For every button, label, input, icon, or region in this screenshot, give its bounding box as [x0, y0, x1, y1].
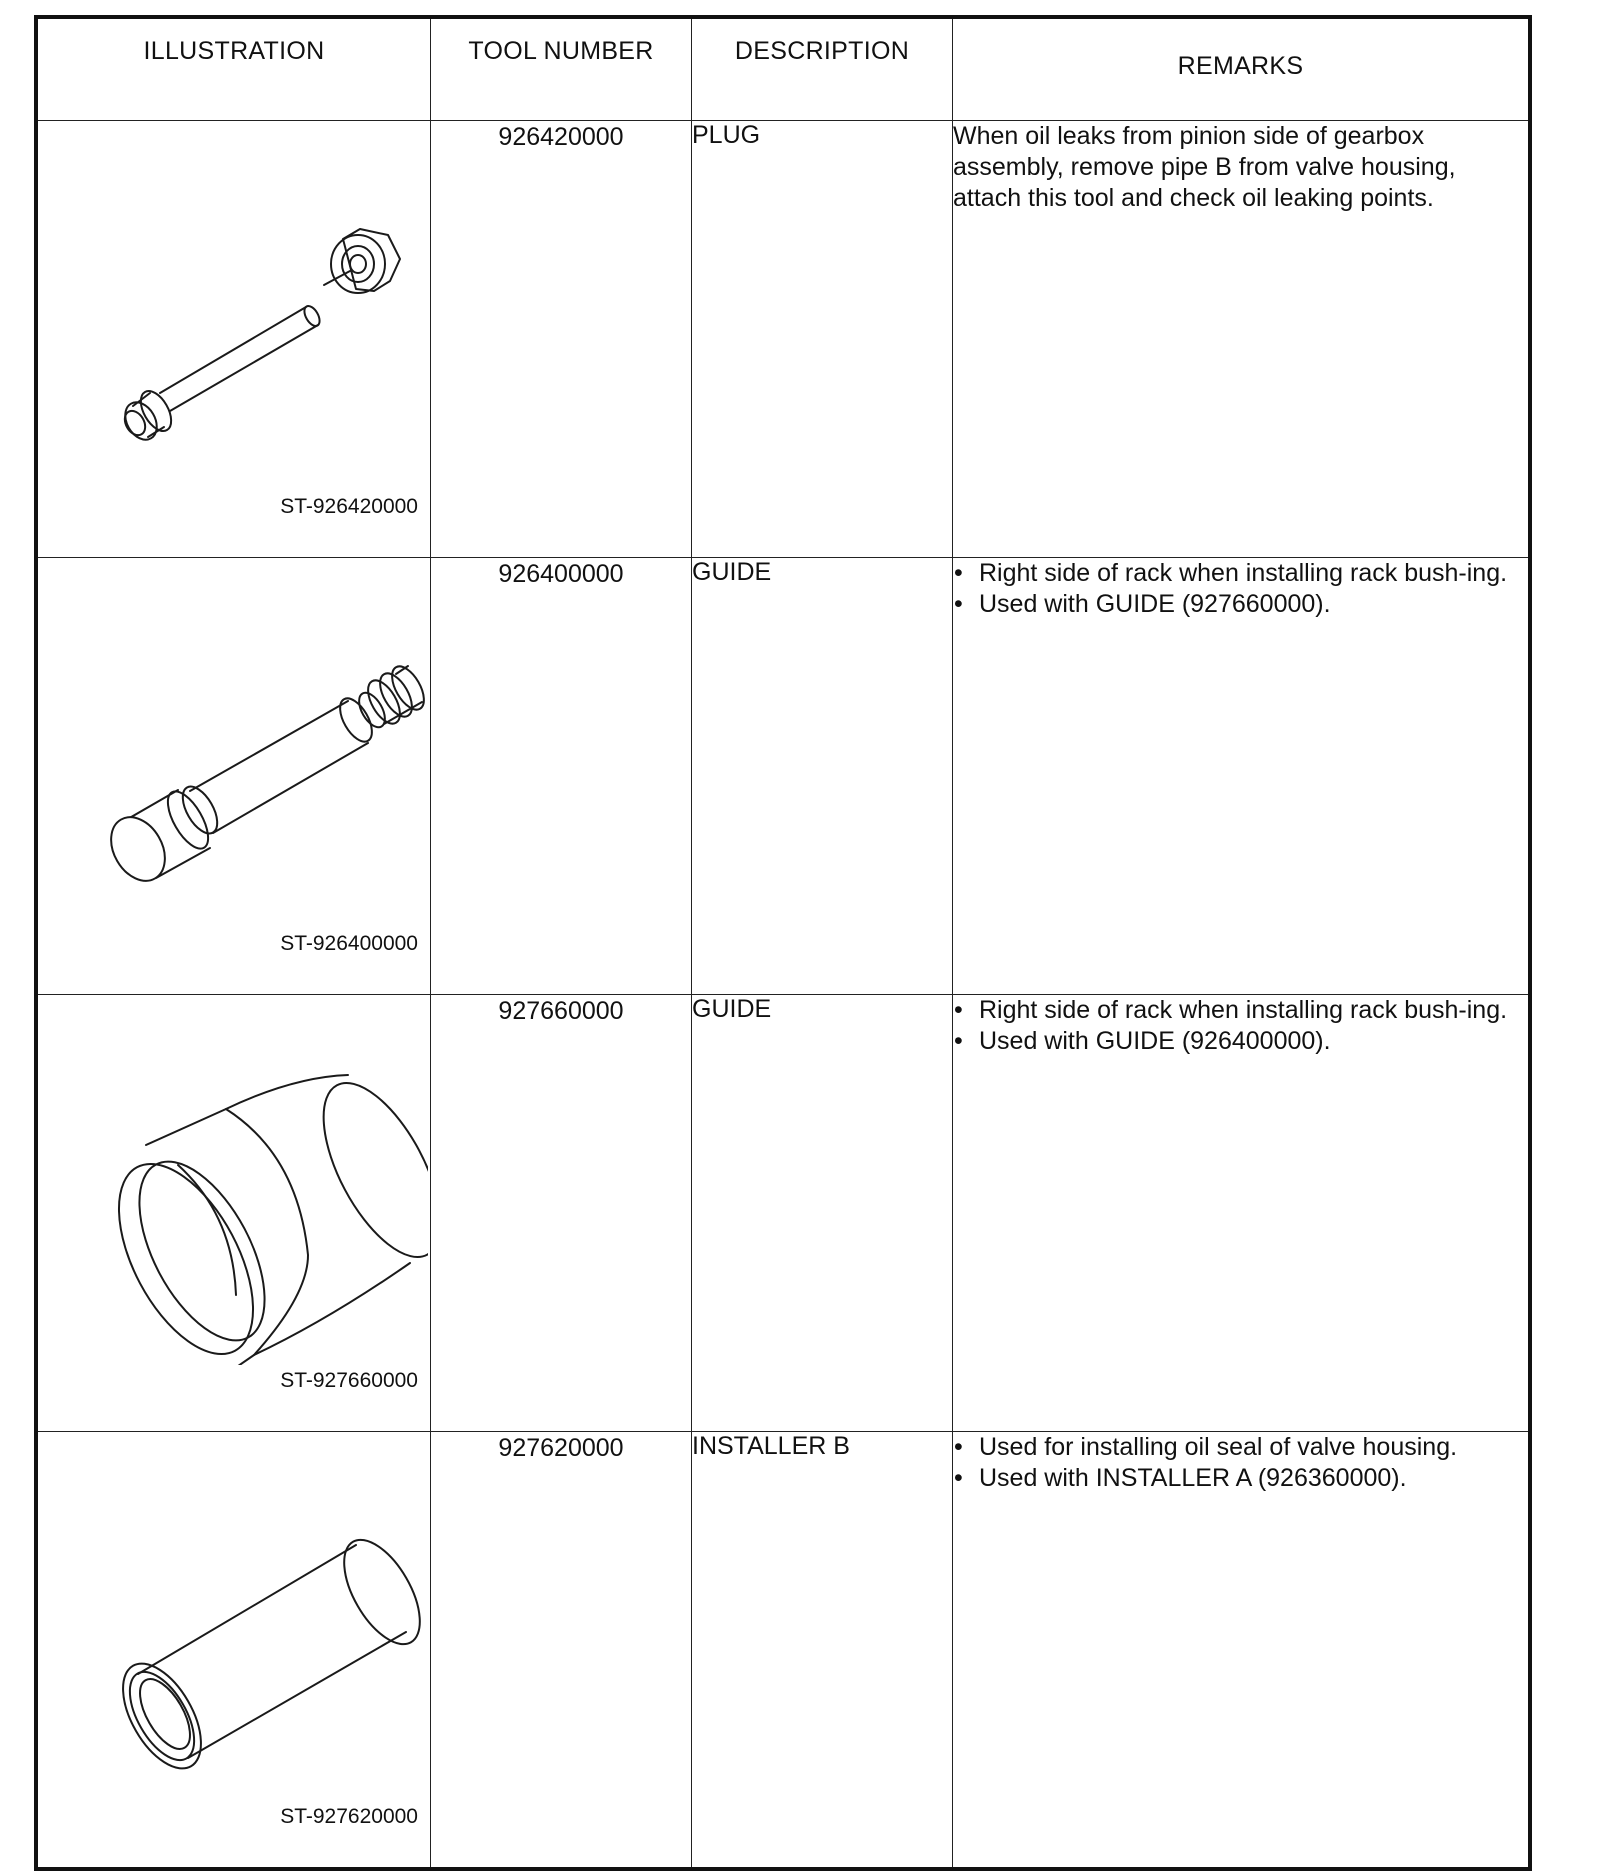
- tool-number-cell: [431, 1432, 692, 1869]
- plug-tool-icon: [38, 121, 428, 491]
- description-cell: PLUG: [692, 121, 953, 558]
- description-cell: GUIDE: [692, 995, 953, 1432]
- tool-number: 927620000: [498, 1434, 624, 1462]
- remarks-cell: [953, 558, 1531, 995]
- special-tools-sheet: [34, 15, 1532, 1838]
- remarks-cell: [953, 1432, 1531, 1869]
- table-row: [36, 995, 1530, 1432]
- description-cell: GUIDE: [692, 558, 953, 995]
- list-item: • Used with INSTALLER A (926360000).: [953, 1463, 1528, 1494]
- remarks-list: [953, 1432, 1528, 1494]
- table-row: [36, 558, 1530, 995]
- list-item: • Used with GUIDE (927660000).: [953, 589, 1528, 620]
- special-tools-table: [34, 15, 1532, 1871]
- header-description: DESCRIPTION: [692, 17, 953, 121]
- remarks-cell: [953, 121, 1531, 558]
- list-item: • Used with GUIDE (926400000).: [953, 1026, 1528, 1057]
- tool-number-cell: [431, 995, 692, 1432]
- remarks-text: When oil leaks from pinion side of gearbox assembly, remove pipe B from valve housing, attach this tool and check oil leaking points.: [953, 122, 1456, 212]
- tool-number-cell: [431, 121, 692, 558]
- tool-number: 927660000: [498, 997, 624, 1025]
- remarks-cell: [953, 995, 1531, 1432]
- tool-number-cell: [431, 558, 692, 995]
- illustration-code: ST-927660000: [280, 1369, 418, 1392]
- list-item: • Used for installing oil seal of valve housing.: [953, 1432, 1528, 1463]
- installer-tube-tool-icon: [38, 1432, 428, 1802]
- header-remarks: REMARKS: [953, 17, 1531, 121]
- illustration-code: ST-926400000: [280, 932, 418, 955]
- list-item: • Right side of rack when installing rack bush-ing.: [953, 995, 1528, 1026]
- tool-number: 926420000: [498, 123, 624, 151]
- header-tool-number: TOOL NUMBER: [431, 17, 692, 121]
- illustration-cell: [36, 1432, 431, 1869]
- remarks-list: [953, 995, 1528, 1057]
- illustration-cell: [36, 558, 431, 995]
- tool-number: 926400000: [498, 560, 624, 588]
- guide-sleeve-tool-icon: [38, 995, 428, 1365]
- illustration-cell: [36, 121, 431, 558]
- remarks-list: [953, 558, 1528, 620]
- illustration-code: ST-927620000: [280, 1804, 418, 1828]
- header-illustration: ILLUSTRATION: [36, 17, 431, 121]
- list-item: • Right side of rack when installing rack bush-ing.: [953, 558, 1528, 589]
- table-row: [36, 121, 1530, 558]
- table-header-row: [36, 17, 1530, 121]
- illustration-cell: [36, 995, 431, 1432]
- illustration-code: ST-926420000: [280, 495, 418, 518]
- guide-pin-tool-icon: [38, 558, 428, 928]
- table-row: [36, 1432, 1530, 1869]
- description-cell: INSTALLER B: [692, 1432, 953, 1869]
